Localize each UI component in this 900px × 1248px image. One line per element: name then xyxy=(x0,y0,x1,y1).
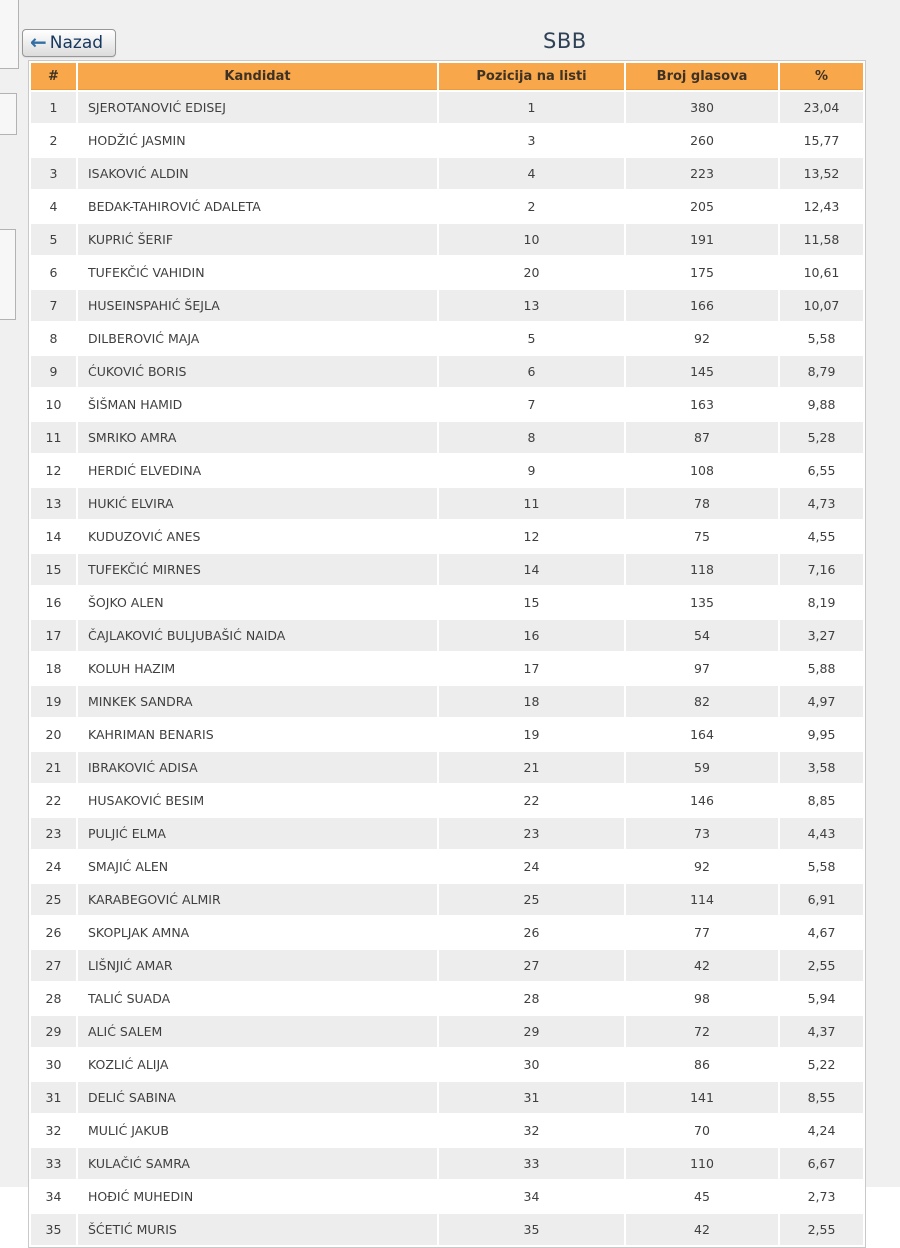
cell-rank: 33 xyxy=(31,1148,76,1179)
cell-percent: 10,61 xyxy=(780,257,863,288)
cell-position: 3 xyxy=(439,125,624,156)
cell-candidate: KUPRIĆ ŠERIF xyxy=(78,224,437,255)
cell-candidate: SMRIKO AMRA xyxy=(78,422,437,453)
cell-candidate: LIŠNJIĆ AMAR xyxy=(78,950,437,981)
cell-position: 5 xyxy=(439,323,624,354)
cell-percent: 23,04 xyxy=(780,92,863,123)
cell-votes: 114 xyxy=(626,884,778,915)
cell-position: 19 xyxy=(439,719,624,750)
cell-votes: 191 xyxy=(626,224,778,255)
cell-rank: 29 xyxy=(31,1016,76,1047)
cell-position: 9 xyxy=(439,455,624,486)
table-row xyxy=(31,752,863,783)
cell-votes: 42 xyxy=(626,950,778,981)
cell-candidate: ŠOJKO ALEN xyxy=(78,587,437,618)
cell-percent: 11,58 xyxy=(780,224,863,255)
cell-rank: 17 xyxy=(31,620,76,651)
cell-position: 14 xyxy=(439,554,624,585)
cell-rank: 11 xyxy=(31,422,76,453)
cell-candidate: ALIĆ SALEM xyxy=(78,1016,437,1047)
cell-position: 29 xyxy=(439,1016,624,1047)
cell-rank: 22 xyxy=(31,785,76,816)
cell-rank: 35 xyxy=(31,1214,76,1245)
cell-percent: 4,43 xyxy=(780,818,863,849)
cell-votes: 72 xyxy=(626,1016,778,1047)
cell-votes: 98 xyxy=(626,983,778,1014)
table-row xyxy=(31,1148,863,1179)
cell-votes: 92 xyxy=(626,323,778,354)
column-header-position: Pozicija na listi xyxy=(439,63,624,90)
page-title: SBB xyxy=(543,29,587,53)
cell-rank: 15 xyxy=(31,554,76,585)
cell-votes: 97 xyxy=(626,653,778,684)
cell-percent: 3,27 xyxy=(780,620,863,651)
cell-position: 26 xyxy=(439,917,624,948)
cell-votes: 380 xyxy=(626,92,778,123)
cell-votes: 135 xyxy=(626,587,778,618)
cell-rank: 24 xyxy=(31,851,76,882)
cell-rank: 4 xyxy=(31,191,76,222)
cell-candidate: SMAJIĆ ALEN xyxy=(78,851,437,882)
cell-candidate: HUKIĆ ELVIRA xyxy=(78,488,437,519)
table-row xyxy=(31,257,863,288)
table-row xyxy=(31,917,863,948)
cell-rank: 19 xyxy=(31,686,76,717)
table-row xyxy=(31,983,863,1014)
table-row xyxy=(31,356,863,387)
cell-percent: 5,28 xyxy=(780,422,863,453)
clipped-left-panel xyxy=(0,0,19,69)
cell-percent: 12,43 xyxy=(780,191,863,222)
cell-position: 22 xyxy=(439,785,624,816)
cell-percent: 2,55 xyxy=(780,1214,863,1245)
cell-position: 6 xyxy=(439,356,624,387)
cell-position: 15 xyxy=(439,587,624,618)
cell-votes: 118 xyxy=(626,554,778,585)
cell-percent: 4,73 xyxy=(780,488,863,519)
cell-votes: 70 xyxy=(626,1115,778,1146)
cell-percent: 2,73 xyxy=(780,1181,863,1212)
cell-percent: 8,79 xyxy=(780,356,863,387)
cell-position: 32 xyxy=(439,1115,624,1146)
cell-position: 25 xyxy=(439,884,624,915)
table-header xyxy=(31,63,863,90)
cell-percent: 4,37 xyxy=(780,1016,863,1047)
cell-percent: 4,55 xyxy=(780,521,863,552)
cell-votes: 110 xyxy=(626,1148,778,1179)
cell-position: 35 xyxy=(439,1214,624,1245)
cell-rank: 13 xyxy=(31,488,76,519)
back-arrow-icon: ← xyxy=(30,30,47,54)
cell-position: 13 xyxy=(439,290,624,321)
cell-rank: 5 xyxy=(31,224,76,255)
cell-votes: 82 xyxy=(626,686,778,717)
cell-rank: 7 xyxy=(31,290,76,321)
clipped-left-panel xyxy=(0,229,16,320)
table-row xyxy=(31,587,863,618)
cell-rank: 26 xyxy=(31,917,76,948)
cell-candidate: TUFEKČIĆ VAHIDIN xyxy=(78,257,437,288)
cell-position: 8 xyxy=(439,422,624,453)
table-row xyxy=(31,323,863,354)
cell-rank: 34 xyxy=(31,1181,76,1212)
table-row xyxy=(31,422,863,453)
cell-percent: 6,91 xyxy=(780,884,863,915)
cell-candidate: HODŽIĆ JASMIN xyxy=(78,125,437,156)
cell-percent: 4,24 xyxy=(780,1115,863,1146)
cell-votes: 87 xyxy=(626,422,778,453)
table-row xyxy=(31,521,863,552)
cell-percent: 8,85 xyxy=(780,785,863,816)
cell-percent: 5,58 xyxy=(780,851,863,882)
cell-votes: 86 xyxy=(626,1049,778,1080)
table-row xyxy=(31,686,863,717)
cell-rank: 20 xyxy=(31,719,76,750)
cell-votes: 163 xyxy=(626,389,778,420)
cell-rank: 8 xyxy=(31,323,76,354)
column-header-votes: Broj glasova xyxy=(626,63,778,90)
cell-rank: 32 xyxy=(31,1115,76,1146)
table-row xyxy=(31,1214,863,1245)
table-row xyxy=(31,1049,863,1080)
cell-percent: 5,22 xyxy=(780,1049,863,1080)
cell-candidate: DELIĆ SABINA xyxy=(78,1082,437,1113)
cell-candidate: TUFEKČIĆ MIRNES xyxy=(78,554,437,585)
table-row xyxy=(31,950,863,981)
cell-candidate: ĆUKOVIĆ BORIS xyxy=(78,356,437,387)
cell-votes: 75 xyxy=(626,521,778,552)
cell-candidate: SJEROTANOVIĆ EDISEJ xyxy=(78,92,437,123)
table-row xyxy=(31,158,863,189)
cell-candidate: HOĐIĆ MUHEDIN xyxy=(78,1181,437,1212)
cell-candidate: KAHRIMAN BENARIS xyxy=(78,719,437,750)
cell-votes: 78 xyxy=(626,488,778,519)
back-button-label: Nazad xyxy=(49,32,104,53)
results-table-body xyxy=(31,92,863,1245)
cell-votes: 145 xyxy=(626,356,778,387)
cell-votes: 260 xyxy=(626,125,778,156)
cell-position: 12 xyxy=(439,521,624,552)
cell-rank: 31 xyxy=(31,1082,76,1113)
cell-percent: 3,58 xyxy=(780,752,863,783)
cell-percent: 10,07 xyxy=(780,290,863,321)
cell-percent: 2,55 xyxy=(780,950,863,981)
table-row xyxy=(31,818,863,849)
cell-position: 30 xyxy=(439,1049,624,1080)
cell-votes: 141 xyxy=(626,1082,778,1113)
cell-rank: 6 xyxy=(31,257,76,288)
cell-candidate: KUDUZOVIĆ ANES xyxy=(78,521,437,552)
cell-position: 21 xyxy=(439,752,624,783)
cell-rank: 30 xyxy=(31,1049,76,1080)
cell-rank: 10 xyxy=(31,389,76,420)
cell-rank: 12 xyxy=(31,455,76,486)
column-header-percent: % xyxy=(780,63,863,90)
cell-rank: 16 xyxy=(31,587,76,618)
table-row xyxy=(31,620,863,651)
cell-position: 7 xyxy=(439,389,624,420)
clipped-left-panel xyxy=(0,93,17,135)
cell-percent: 4,67 xyxy=(780,917,863,948)
cell-position: 34 xyxy=(439,1181,624,1212)
cell-position: 28 xyxy=(439,983,624,1014)
cell-candidate: HUSEINSPAHIĆ ŠEJLA xyxy=(78,290,437,321)
cell-candidate: BEDAK-TAHIROVIĆ ADALETA xyxy=(78,191,437,222)
table-row xyxy=(31,389,863,420)
cell-candidate: ISAKOVIĆ ALDIN xyxy=(78,158,437,189)
cell-position: 10 xyxy=(439,224,624,255)
cell-position: 1 xyxy=(439,92,624,123)
cell-votes: 45 xyxy=(626,1181,778,1212)
cell-rank: 14 xyxy=(31,521,76,552)
cell-rank: 1 xyxy=(31,92,76,123)
cell-candidate: MINKEK SANDRA xyxy=(78,686,437,717)
cell-candidate: KOZLIĆ ALIJA xyxy=(78,1049,437,1080)
cell-percent: 13,52 xyxy=(780,158,863,189)
cell-percent: 7,16 xyxy=(780,554,863,585)
cell-candidate: DILBEROVIĆ MAJA xyxy=(78,323,437,354)
cell-rank: 18 xyxy=(31,653,76,684)
cell-votes: 54 xyxy=(626,620,778,651)
cell-rank: 23 xyxy=(31,818,76,849)
cell-position: 24 xyxy=(439,851,624,882)
cell-percent: 5,88 xyxy=(780,653,863,684)
cell-votes: 59 xyxy=(626,752,778,783)
cell-rank: 28 xyxy=(31,983,76,1014)
cell-candidate: KULAČIĆ SAMRA xyxy=(78,1148,437,1179)
cell-candidate: ŠIŠMAN HAMID xyxy=(78,389,437,420)
table-row xyxy=(31,851,863,882)
cell-position: 2 xyxy=(439,191,624,222)
cell-percent: 8,55 xyxy=(780,1082,863,1113)
table-row xyxy=(31,1181,863,1212)
cell-candidate: KOLUH HAZIM xyxy=(78,653,437,684)
cell-candidate: TALIĆ SUADA xyxy=(78,983,437,1014)
cell-position: 11 xyxy=(439,488,624,519)
cell-votes: 223 xyxy=(626,158,778,189)
cell-candidate: ŠĆETIĆ MURIS xyxy=(78,1214,437,1245)
cell-percent: 5,94 xyxy=(780,983,863,1014)
cell-position: 20 xyxy=(439,257,624,288)
cell-percent: 5,58 xyxy=(780,323,863,354)
cell-votes: 146 xyxy=(626,785,778,816)
cell-position: 33 xyxy=(439,1148,624,1179)
cell-candidate: HUSAKOVIĆ BESIM xyxy=(78,785,437,816)
cell-candidate: MULIĆ JAKUB xyxy=(78,1115,437,1146)
results-table xyxy=(28,60,866,1248)
table-row xyxy=(31,191,863,222)
cell-votes: 92 xyxy=(626,851,778,882)
back-button[interactable] xyxy=(22,29,116,57)
cell-rank: 2 xyxy=(31,125,76,156)
cell-position: 4 xyxy=(439,158,624,189)
cell-votes: 175 xyxy=(626,257,778,288)
cell-votes: 205 xyxy=(626,191,778,222)
table-row xyxy=(31,719,863,750)
cell-position: 18 xyxy=(439,686,624,717)
cell-percent: 9,88 xyxy=(780,389,863,420)
cell-candidate: PULJIĆ ELMA xyxy=(78,818,437,849)
cell-position: 23 xyxy=(439,818,624,849)
cell-position: 16 xyxy=(439,620,624,651)
table-row xyxy=(31,1082,863,1113)
cell-percent: 6,55 xyxy=(780,455,863,486)
cell-percent: 15,77 xyxy=(780,125,863,156)
table-row xyxy=(31,488,863,519)
table-row xyxy=(31,785,863,816)
cell-rank: 21 xyxy=(31,752,76,783)
table-row xyxy=(31,290,863,321)
cell-votes: 164 xyxy=(626,719,778,750)
table-row xyxy=(31,125,863,156)
cell-rank: 27 xyxy=(31,950,76,981)
cell-position: 17 xyxy=(439,653,624,684)
cell-candidate: ČAJLAKOVIĆ BULJUBAŠIĆ NAIDA xyxy=(78,620,437,651)
cell-candidate: HERDIĆ ELVEDINA xyxy=(78,455,437,486)
table-row xyxy=(31,1115,863,1146)
cell-percent: 6,67 xyxy=(780,1148,863,1179)
cell-candidate: KARABEGOVIĆ ALMIR xyxy=(78,884,437,915)
cell-candidate: SKOPLJAK AMNA xyxy=(78,917,437,948)
cell-votes: 42 xyxy=(626,1214,778,1245)
cell-rank: 25 xyxy=(31,884,76,915)
table-row xyxy=(31,884,863,915)
column-header-candidate: Kandidat xyxy=(78,63,437,90)
cell-position: 27 xyxy=(439,950,624,981)
table-row xyxy=(31,653,863,684)
cell-candidate: IBRAKOVIĆ ADISA xyxy=(78,752,437,783)
cell-votes: 73 xyxy=(626,818,778,849)
table-row xyxy=(31,1016,863,1047)
cell-percent: 4,97 xyxy=(780,686,863,717)
column-header-rank: # xyxy=(31,63,76,90)
cell-rank: 9 xyxy=(31,356,76,387)
cell-rank: 3 xyxy=(31,158,76,189)
cell-percent: 9,95 xyxy=(780,719,863,750)
table-row xyxy=(31,455,863,486)
cell-votes: 166 xyxy=(626,290,778,321)
table-row xyxy=(31,224,863,255)
table-row xyxy=(31,554,863,585)
cell-position: 31 xyxy=(439,1082,624,1113)
table-row xyxy=(31,92,863,123)
cell-votes: 108 xyxy=(626,455,778,486)
cell-percent: 8,19 xyxy=(780,587,863,618)
cell-votes: 77 xyxy=(626,917,778,948)
